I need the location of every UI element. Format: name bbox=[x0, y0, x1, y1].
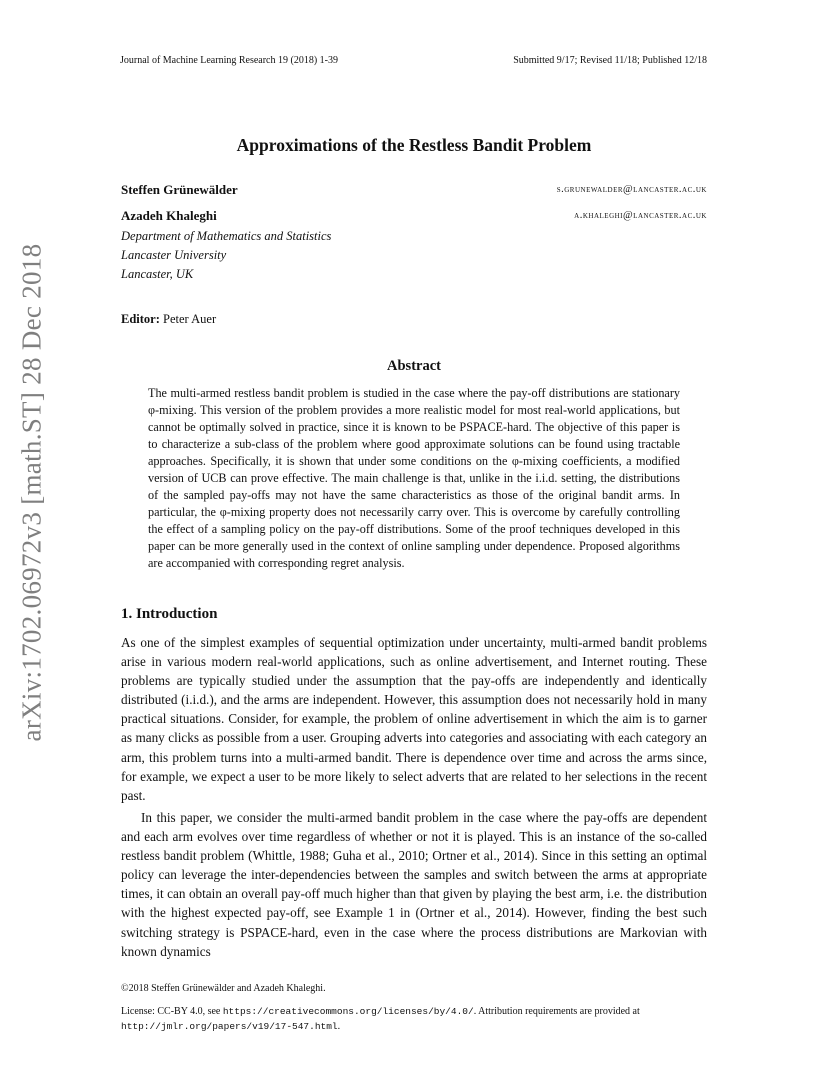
arxiv-stamp-text: arXiv:1702.06972v3 [math.ST] 28 Dec 2018 bbox=[16, 243, 47, 742]
arxiv-stamp bbox=[14, 235, 50, 750]
author-email-1: s.grunewalder@lancaster.ac.uk bbox=[556, 184, 707, 195]
license-link[interactable]: https://creativecommons.org/licenses/by/4.0/ bbox=[222, 1006, 474, 1017]
editor-label: Editor: bbox=[121, 312, 160, 326]
affiliation-location: Lancaster, UK bbox=[121, 267, 194, 281]
license-prefix: License: CC-BY 4.0, see bbox=[121, 1006, 221, 1017]
publication-dates: Submitted 9/17; Revised 11/18; Published 12/18 bbox=[513, 55, 707, 66]
journal-header: Journal of Machine Learning Research 19 (2018) 1-39 bbox=[120, 55, 338, 66]
author-name-1: Steffen Grünewälder bbox=[121, 182, 238, 197]
attribution-end: . bbox=[337, 1021, 341, 1032]
affiliation-university: Lancaster University bbox=[121, 248, 227, 262]
abstract-text: The multi-armed restless bandit problem is studied in the case where the pay-off distributions are stationary φ-mixing. This version of the problem provides a more realistic model for most real-world applications, but cannot be optimally solved in practice, since it is known to be PSPACE-hard. The objective of this paper is to characterize a sub-class of the problem where good approximate solutions can be found using tractable approaches. Specifically, it is shown that under some conditions on the φ-mixing coefficients, a modified version of UCB can prove effective. The main challenge is that, unlike in the i.i.d. setting, the distributions of the sampled pay-offs may not have the same characteristics as those of the original bandit arms. In particular, the φ-mixing property does not necessarily carry over. This is overcome by carefully controlling the effect of a sampling policy on the pay-off distributions. Some of the proof techniques developed in this paper can be more generally used in the context of online sampling under dependence. Proposed algorithms are accompanied with corresponding regret analysis. bbox=[148, 386, 680, 570]
attribution-link[interactable]: http://jmlr.org/papers/v19/17-547.html bbox=[121, 1021, 338, 1032]
paper-title: Approximations of the Restless Bandit Problem bbox=[236, 135, 592, 155]
author-name-2: Azadeh Khaleghi bbox=[121, 208, 217, 223]
author-email-2: a.khaleghi@lancaster.ac.uk bbox=[574, 210, 707, 221]
license-notice bbox=[121, 1004, 711, 1034]
editor-name: Peter Auer bbox=[163, 312, 217, 326]
section-heading: 1. Introduction bbox=[121, 606, 218, 622]
copyright-notice: ©2018 Steffen Grünewälder and Azadeh Khaleghi. bbox=[121, 983, 326, 994]
intro-paragraph-2: In this paper, we consider the multi-armed bandit problem in the case where the pay-offs are dependent and each arm evolves over time regardless of whether or not it is played. This is an instance of the so-called restless bandit problem (Whittle, 1988; Guha et al., 2010; Ortner et al., 2014). Since in this setting an optimal policy can leverage the inter-dependencies between the samples and switch between the arms at appropriate times, it can obtain an overall pay-off much higher than that given by playing the best arm, i.e. the distribution with the highest expected pay-off, see Example 1 in (Ortner et al., 2014). However, finding the best such switching strategy is PSPACE-hard, even in the case where the process distributions are Markovian with known dynamics bbox=[121, 810, 707, 959]
intro-paragraph-1: As one of the simplest examples of sequential optimization under uncertainty, multi-armed bandit problems arise in various modern real-world applications, such as online advertisement, and Internet routing. These problems are typically studied under the assumption that the pay-offs are independently and identically distributed (i.i.d.), and the arms are independent. However, this assumption does not necessarily hold in many practical situations. Consider, for example, the problem of online advertisement in which the aim is to garner as many clicks as possible from a user. Grouping adverts into categories and associating with each category an arm, this problem turns into a multi-armed bandit. There is dependence over time and across the arms since, for example, we expect a user to be more likely to select adverts that are related to her selections in the recent past. bbox=[121, 635, 707, 803]
affiliation-department: Department of Mathematics and Statistics bbox=[121, 229, 332, 243]
license-suffix: . Attribution requirements are provided at bbox=[473, 1006, 640, 1017]
abstract-heading: Abstract bbox=[387, 358, 441, 374]
editor-line bbox=[121, 312, 216, 327]
